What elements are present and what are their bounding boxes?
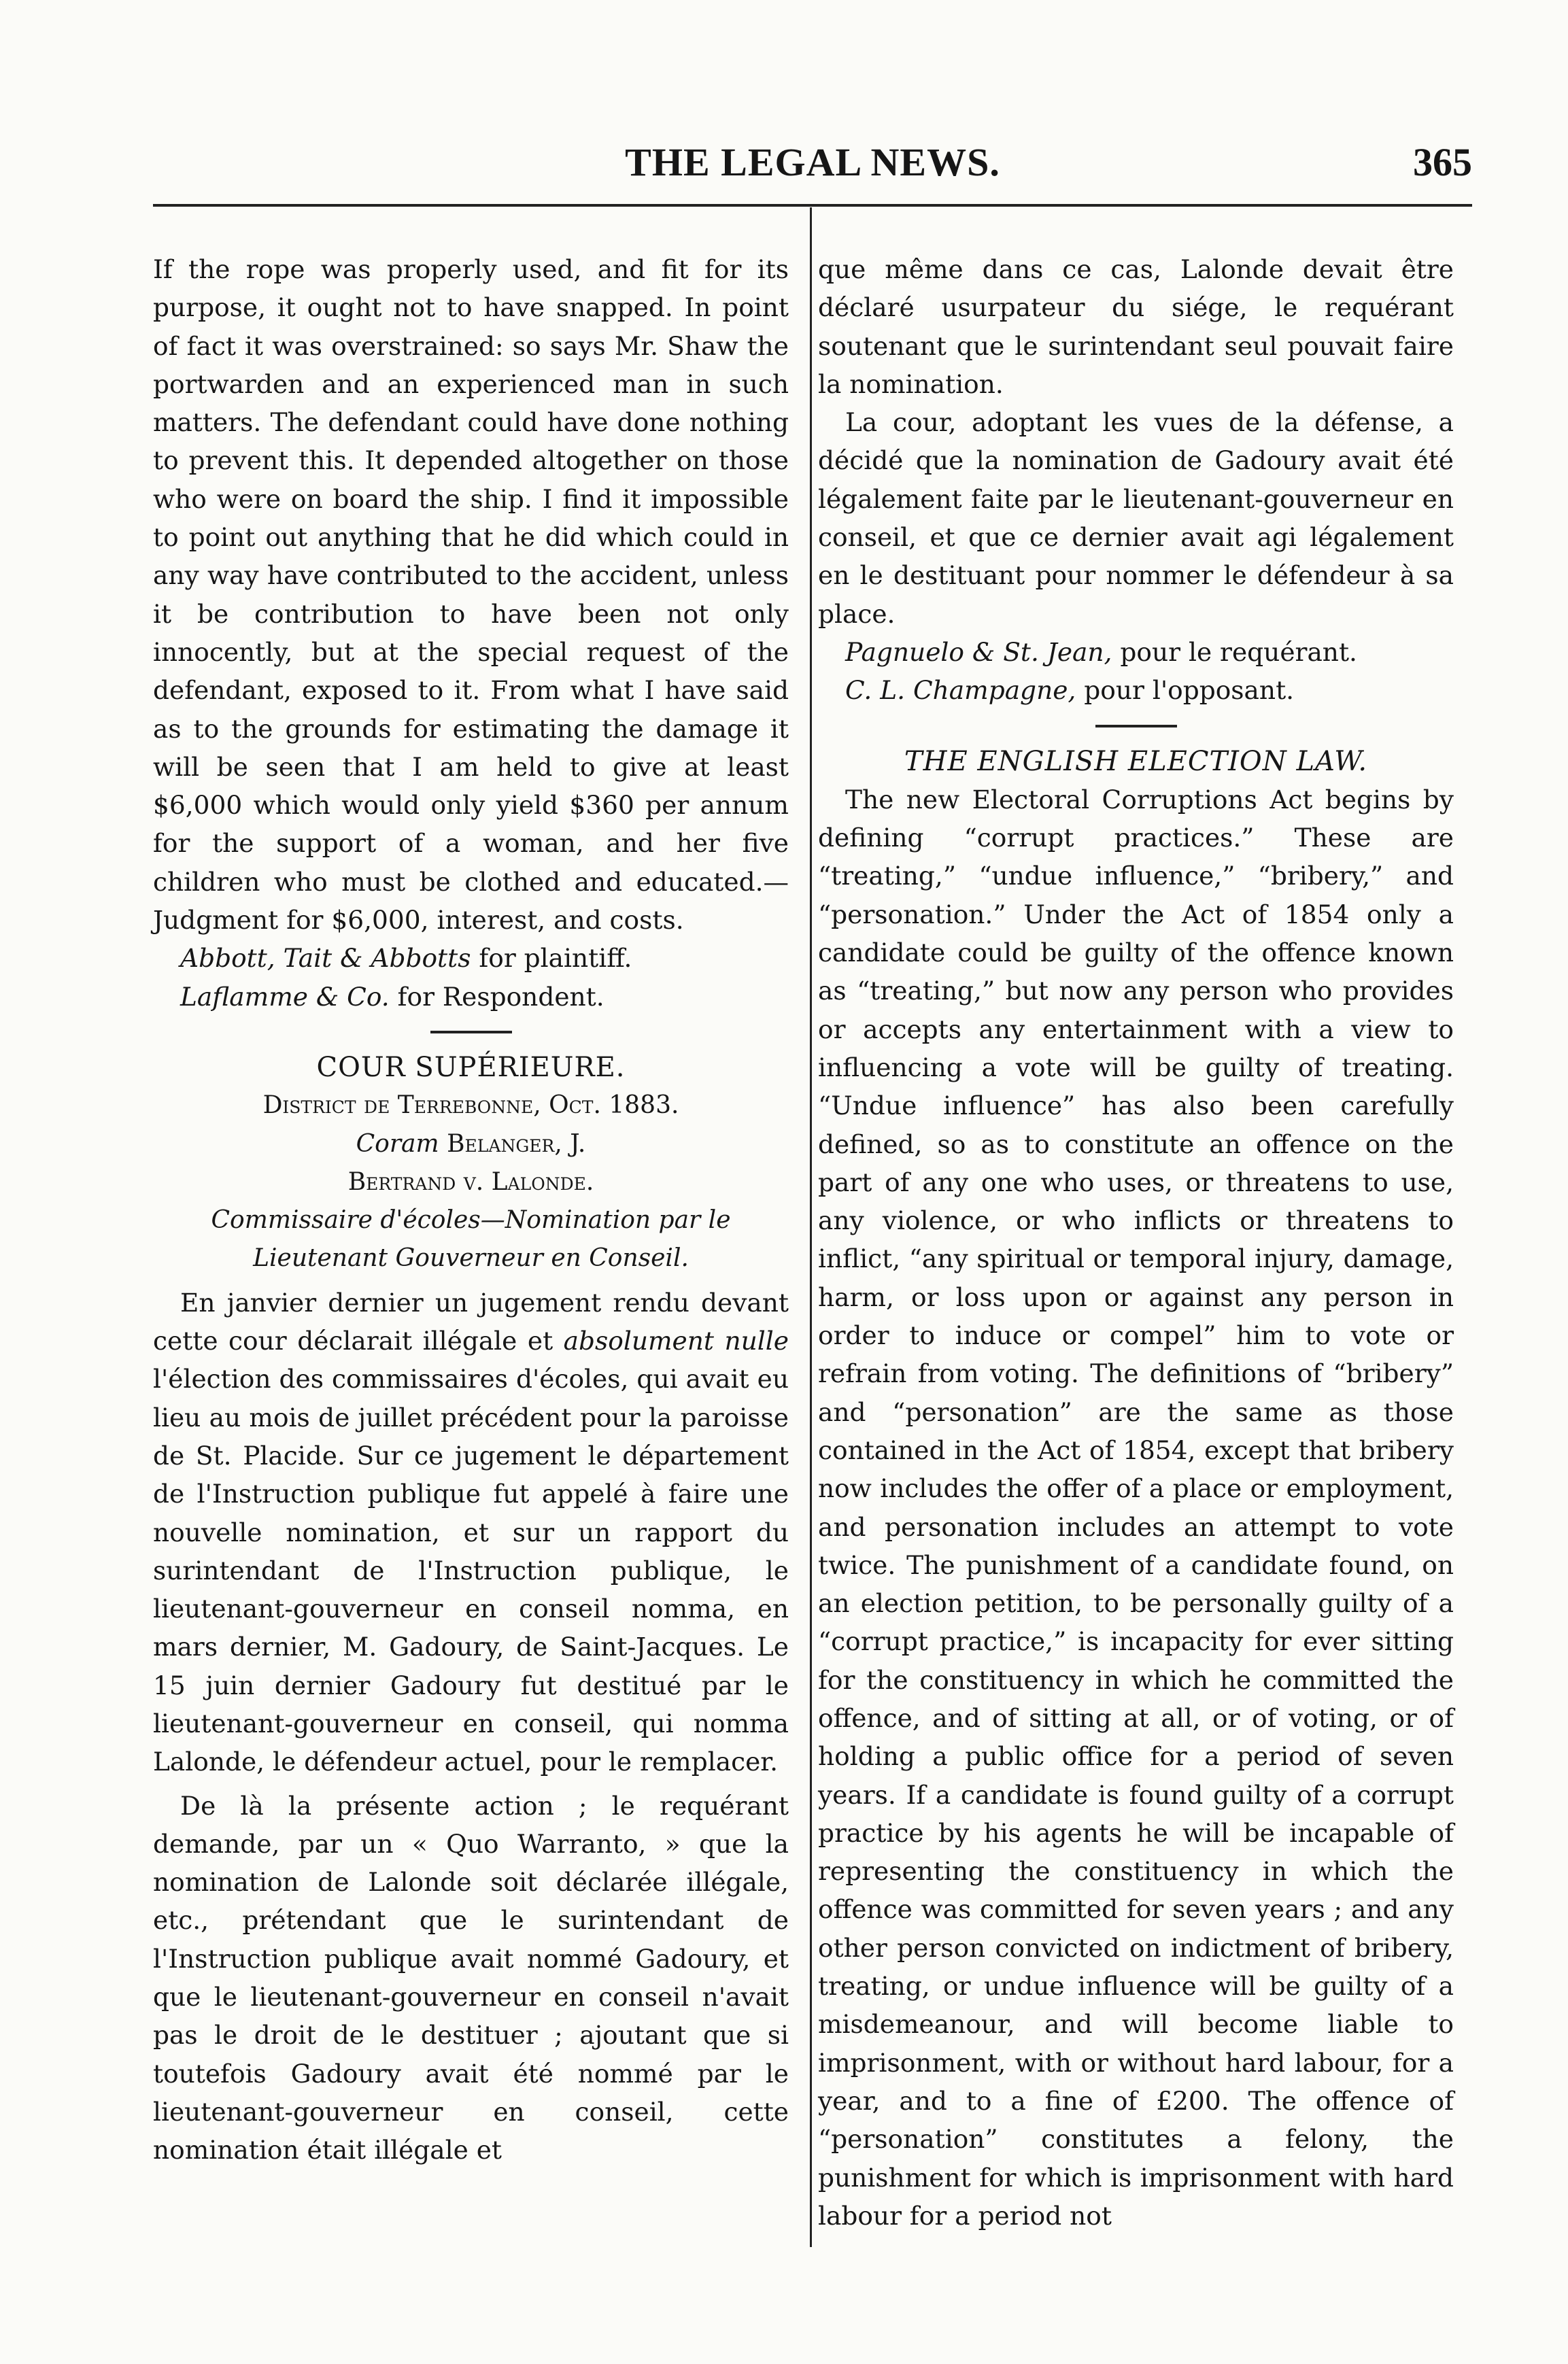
counsel-names: Abbott, Tait & Abbotts xyxy=(180,943,471,974)
counsel-names: Laflamme & Co. xyxy=(180,981,390,1012)
counsel-names: Pagnuelo & St. Jean, xyxy=(845,636,1112,667)
counsel-opposant xyxy=(818,671,1454,709)
italic-phrase: absolument nulle xyxy=(563,1326,789,1356)
section-rule xyxy=(1095,725,1177,727)
text-run: En janvier dernier un jugement rendu devant cette cour déclarait illégale et xyxy=(153,1287,789,1356)
district-line: District de Terrebonne, Oct. 1883. xyxy=(262,1091,679,1120)
counsel-respondent xyxy=(153,978,789,1016)
judgment-paragraph: If the rope was properly used, and fit for its purpose, it ought not to have snapped. In point of fact it was overstrained: so says Mr. Shaw the portwarden and an experienced man in such matters. The defendant could have done nothing to prevent this. It depended altogether on those who were on board the ship. I find it impossible to point out anything that he did which could in any way have contributed to the accident, unless it be contribution to have been not only innocently, but at the special request of the defendant, exposed to it. From what I have said as to the grounds for estimating the damage it will be seen that I am held to give at least $6,000 which would only yield $360 per annum for the support of a woman, and her five children who must be clothed and educated.—Judgment for $6,000, interest, and costs. xyxy=(153,254,789,936)
body-paragraph xyxy=(153,1284,789,1781)
case-name: Bertrand v. Lalonde. xyxy=(347,1167,594,1196)
court-heading: COUR SUPÉRIEURE. xyxy=(316,1051,626,1083)
left-column xyxy=(153,250,789,2170)
counsel-petitioner xyxy=(818,633,1454,671)
body-paragraph: La cour, adoptant les vues de la défense, a décidé que la nomination de Gadoury avait été légalement faite par le lieutenant-gouverneur en conseil, et que ce dernier avait agi légalement en le destituant pour nommer le défendeur à sa place. xyxy=(818,407,1454,629)
judge-name: Belanger, J. xyxy=(439,1129,586,1158)
counsel-role: for plaintiff. xyxy=(471,943,632,974)
counsel-role: pour l'opposant. xyxy=(1076,675,1295,706)
body-paragraph: De là la présente action ; le requérant demande, par un « Quo Warranto, » que la nomination de Lalonde soit déclarée illégale, etc., prétendant que le surintendant de l'Instruction publique avait nommé Gadoury, et que le lieutenant-gouverneur en conseil n'avait pas le droit de le destituer ; ajoutant que si toutefois Gadoury avait été nommé par le lieutenant-gouverneur en conseil, cette nomination était illégale et xyxy=(153,1790,789,2165)
text-run: l'élection des commissaires d'écoles, qui avait eu lieu au mois de juillet précédent pour la paroisse de St. Placide. Sur ce jugement le département de l'Instruction publique fut appelé à faire une nouvelle nomination, et sur un rapport du surintendant de l'Instruction publique, le lieutenant-gouverneur en conseil nomma, en mars dernier, M. Gadoury, de Saint-Jacques. Le 15 juin dernier Gadoury fut destitué par le lieutenant-gouverneur en conseil, qui nomma Lalonde, le défendeur actuel, pour le remplacer. xyxy=(153,1364,789,1777)
coram-word: Coram xyxy=(356,1129,439,1158)
page-number: 365 xyxy=(1413,140,1472,184)
counsel-names: C. L. Champagne, xyxy=(845,675,1076,706)
journal-title: THE LEGAL NEWS. xyxy=(625,140,1000,184)
coram-line xyxy=(153,1125,789,1163)
column-divider xyxy=(810,207,812,2247)
article-heading: THE ENGLISH ELECTION LAW. xyxy=(904,745,1368,777)
body-paragraph: The new Electoral Corruptions Act begins by defining “corrupt practices.” These are “treating,” “undue influence,” “bribery,” and “personation.” Under the Act of 1854 only a candidate could be guilty of the offence known as “treating,” but now any person who provides or accepts any entertainment with a view to influencing a vote will be guilty of treating. “Undue influence” has also been carefully defined, so as to constitute an offence on the part of any one who uses, or threatens to use, any violence, or who inflicts or threatens to inflict, “any spiritual or temporal injury, damage, harm, or loss upon or against any person in order to induce or compel” him to vote or refrain from voting. The definitions of “bribery” and “personation” are the same as those contained in the Act of 1854, except that bribery now includes the offer of a place or employment, and personation includes an attempt to vote twice. The punishment of a candidate found, on an election petition, to be personally guilty of a “corrupt practice,” is incapacity for ever sitting for the constituency in which he committed the offence, and of sitting at all, or of voting, or of holding a public office for a period of seven years. If a candidate is found guilty of a corrupt practice by his agents he will be incapable of representing the constituency in which the offence was committed for seven years ; and any other person convicted on indictment of bribery, treating, or undue influence will be guilty of a misdemeanour, and will become liable to imprisonment, with or without hard labour, for a year, and to a fine of £200. The offence of “personation” constitutes a felony, the punishment for which is imprisonment with hard labour for a period not xyxy=(818,784,1454,2231)
running-header xyxy=(153,139,1472,194)
body-paragraph: que même dans ce cas, Lalonde devait être déclaré usurpateur du siége, le requérant soutenant que le surintendant seul pouvait faire la nomination. xyxy=(818,254,1454,399)
case-subject: Commissaire d'écoles—Nomination par le Lieutenant Gouverneur en Conseil. xyxy=(211,1206,731,1273)
counsel-role: pour le requérant. xyxy=(1112,636,1357,667)
section-rule xyxy=(430,1031,512,1033)
counsel-plaintiff xyxy=(153,939,789,977)
right-column xyxy=(818,250,1454,2235)
header-rule xyxy=(153,204,1472,207)
counsel-role: for Respondent. xyxy=(389,981,604,1012)
